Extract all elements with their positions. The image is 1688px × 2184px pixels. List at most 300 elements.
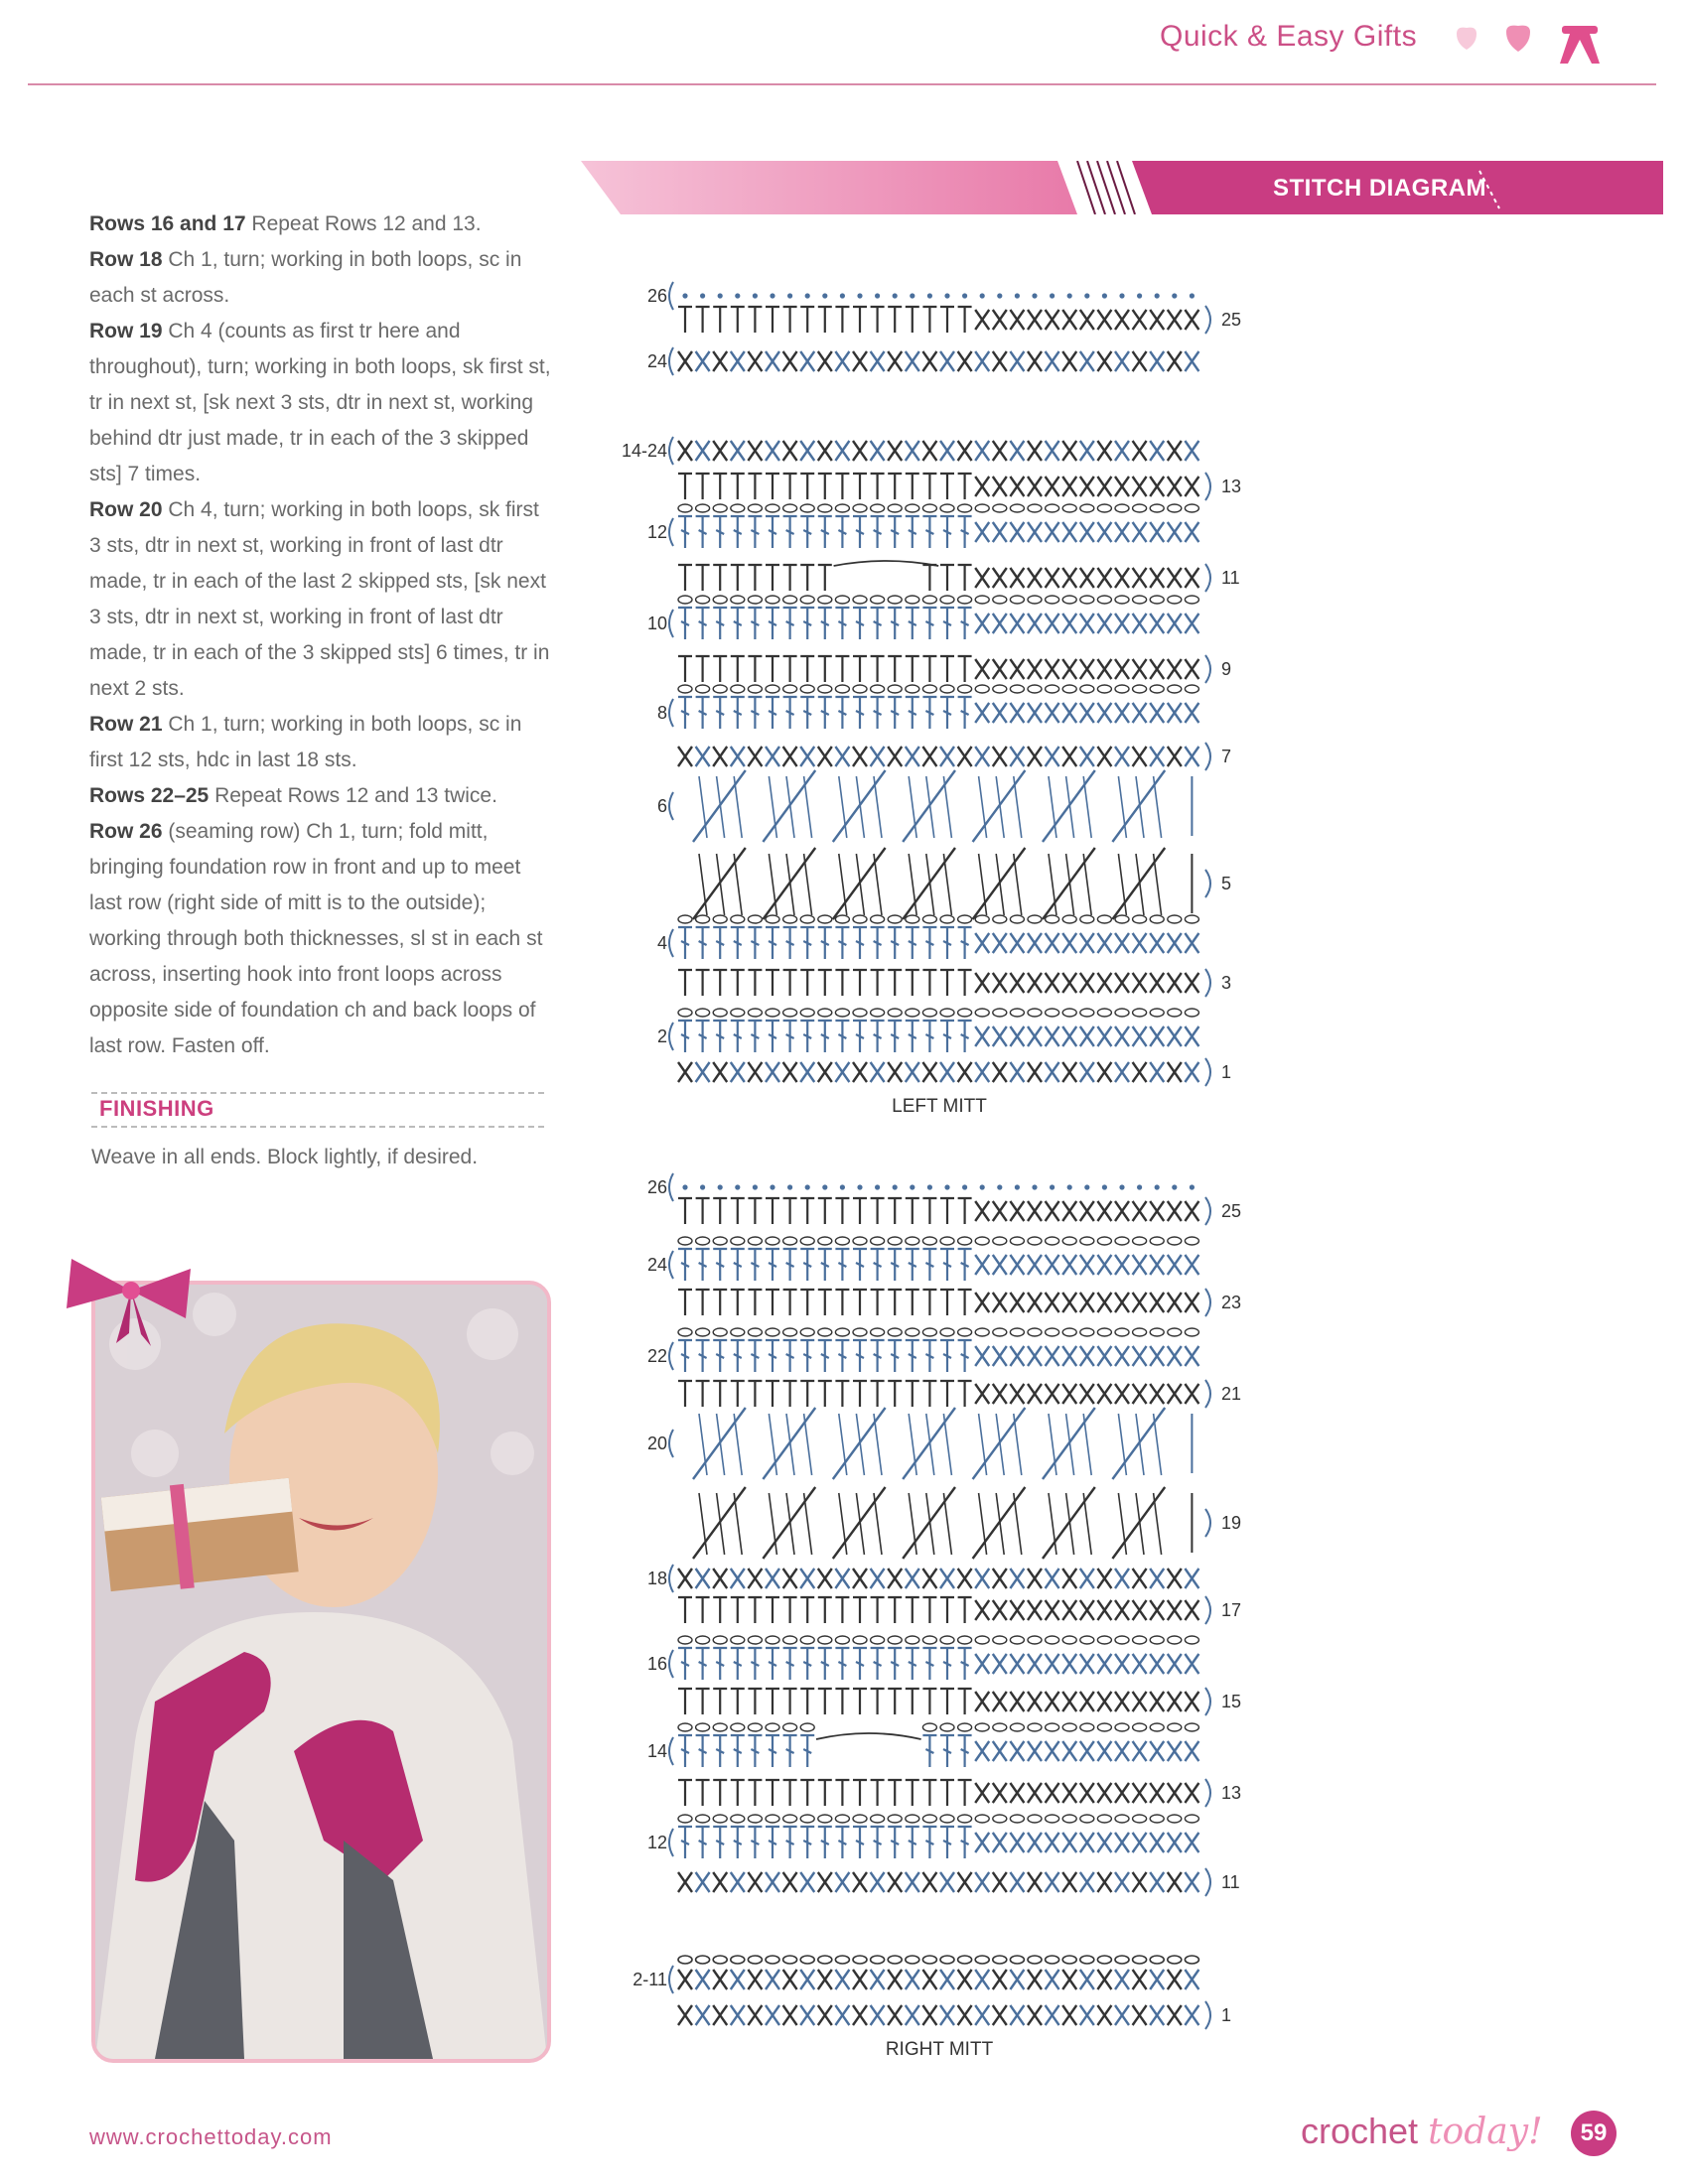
- tr-stitch: [835, 1021, 849, 1052]
- instruction-row: [89, 492, 556, 707]
- chain-stitch: [1010, 915, 1024, 923]
- bow-icon: [1560, 26, 1600, 64]
- sc-stitch: [1185, 1346, 1198, 1366]
- sc-stitch: [818, 351, 832, 371]
- sc-stitch: [1168, 1741, 1182, 1761]
- sc-stitch: [1133, 568, 1147, 588]
- chain-stitch: [748, 1237, 762, 1245]
- sc-stitch: [1046, 1833, 1059, 1852]
- sc-stitch: [1028, 703, 1042, 723]
- hdc-stitch: [922, 1597, 936, 1623]
- row-number-left: 16: [646, 1654, 667, 1674]
- chain-stitch: [1150, 1009, 1164, 1017]
- tr-stitch: [783, 1827, 797, 1858]
- chain-stitch: [1080, 1328, 1094, 1336]
- hdc-stitch: [835, 1689, 849, 1714]
- footer-url[interactable]: www.crochettoday.com: [89, 2124, 333, 2149]
- model-photo: [91, 1281, 551, 2063]
- sc-stitch: [713, 747, 727, 766]
- chain-stitch: [678, 1009, 692, 1017]
- row-number-left: 24: [646, 1255, 667, 1275]
- hdc-stitch: [696, 1198, 710, 1224]
- sc-stitch: [1185, 1026, 1198, 1046]
- hdc-stitch: [766, 474, 779, 499]
- tr-stitch: [958, 1735, 972, 1767]
- tr-stitch: [906, 697, 919, 729]
- turning-chain: [1205, 743, 1210, 770]
- chain-stitch: [958, 1237, 972, 1245]
- tr-stitch: [748, 1735, 762, 1767]
- chain-stitch: [975, 1237, 989, 1245]
- tr-stitch: [888, 1249, 902, 1281]
- hdc-stitch: [940, 565, 954, 591]
- sc-stitch: [940, 2005, 954, 2025]
- tr-cable-stitch: [1154, 776, 1162, 838]
- tr-stitch: [713, 697, 727, 729]
- chain-stitch: [958, 504, 972, 512]
- sc-stitch: [1097, 1692, 1111, 1711]
- chain-stitch: [835, 1009, 849, 1017]
- chain-stitch: [1080, 1815, 1094, 1823]
- tr-stitch: [922, 1021, 936, 1052]
- sc-stitch: [1097, 1255, 1111, 1275]
- sc-stitch: [1185, 441, 1198, 461]
- sc-stitch: [1028, 1970, 1042, 1989]
- slip-stitch: [770, 293, 774, 298]
- hdc-stitch: [906, 1597, 919, 1623]
- slip-stitch: [980, 1184, 985, 1189]
- sc-stitch: [1062, 441, 1076, 461]
- sc-stitch: [993, 568, 1007, 588]
- slip-stitch: [1137, 293, 1142, 298]
- tr-stitch: [853, 608, 867, 639]
- sc-stitch: [1097, 1026, 1111, 1046]
- sc-stitch: [1046, 2005, 1059, 2025]
- chain-stitch: [1046, 1723, 1059, 1731]
- hdc-stitch: [800, 1381, 814, 1407]
- chain-stitch: [1115, 1237, 1129, 1245]
- sc-stitch: [835, 1970, 849, 1989]
- tr-stitch: [731, 1021, 745, 1052]
- sc-stitch: [1062, 1026, 1076, 1046]
- sc-stitch: [1028, 1255, 1042, 1275]
- slip-stitch: [893, 293, 898, 298]
- hdc-stitch: [888, 1381, 902, 1407]
- sc-stitch: [1010, 659, 1024, 679]
- chain-stitch: [888, 1328, 902, 1336]
- chain-stitch: [1185, 1237, 1198, 1245]
- tr-stitch: [678, 927, 692, 959]
- sc-stitch: [993, 1201, 1007, 1221]
- sc-stitch: [1168, 1062, 1182, 1082]
- tr-stitch: [678, 1340, 692, 1372]
- running-header: Quick & Easy Gifts: [1160, 20, 1418, 53]
- tr-stitch: [748, 608, 762, 639]
- slip-stitch: [1084, 293, 1089, 298]
- tr-stitch: [871, 927, 885, 959]
- chain-loop: [834, 561, 939, 566]
- chain-stitch: [800, 685, 814, 693]
- chain-stitch: [1046, 685, 1059, 693]
- sc-stitch: [871, 1872, 885, 1892]
- sc-stitch: [975, 1600, 989, 1620]
- chain-stitch: [1133, 1636, 1147, 1644]
- chain-stitch: [940, 1237, 954, 1245]
- sc-stitch: [871, 1569, 885, 1588]
- sc-stitch: [1185, 1062, 1198, 1082]
- chain-stitch: [1097, 596, 1111, 604]
- chain-stitch: [1010, 1723, 1024, 1731]
- sc-stitch: [1010, 1384, 1024, 1404]
- chain-stitch: [1185, 504, 1198, 512]
- chain-stitch: [1046, 596, 1059, 604]
- sc-stitch: [1028, 1872, 1042, 1892]
- sc-stitch: [1150, 522, 1164, 542]
- sc-stitch: [1010, 2005, 1024, 2025]
- sc-stitch: [975, 1741, 989, 1761]
- chain-stitch: [748, 1723, 762, 1731]
- chain-stitch: [958, 1956, 972, 1964]
- chain-stitch: [940, 1328, 954, 1336]
- row-number-left: 4: [656, 933, 667, 953]
- sc-stitch: [853, 747, 867, 766]
- slip-stitch: [857, 293, 862, 298]
- chain-stitch: [1185, 1723, 1198, 1731]
- sc-stitch: [1133, 310, 1147, 330]
- tr-cable-stitch: [874, 854, 882, 915]
- row-number-left: 26: [646, 286, 667, 306]
- sc-stitch: [678, 747, 692, 766]
- chain-stitch: [922, 1328, 936, 1336]
- hdc-stitch: [696, 656, 710, 682]
- sc-stitch: [1010, 1569, 1024, 1588]
- sc-stitch: [940, 1872, 954, 1892]
- sc-stitch: [993, 1833, 1007, 1852]
- sc-stitch: [696, 1970, 710, 1989]
- instruction-row-label: Row 20: [89, 498, 163, 521]
- chain-stitch: [783, 1723, 797, 1731]
- slip-stitch: [822, 1184, 827, 1189]
- tr-stitch: [678, 1827, 692, 1858]
- sc-stitch: [1150, 310, 1164, 330]
- sc-stitch: [1062, 1293, 1076, 1312]
- chain-stitch: [922, 1636, 936, 1644]
- hdc-stitch: [906, 1689, 919, 1714]
- chain-stitch: [696, 1636, 710, 1644]
- sc-stitch: [958, 351, 972, 371]
- sc-stitch: [1133, 1741, 1147, 1761]
- chain-stitch: [1115, 1815, 1129, 1823]
- tr-cable-stitch: [804, 1493, 812, 1555]
- chain-stitch: [1150, 1723, 1164, 1731]
- sc-stitch: [1010, 351, 1024, 371]
- slip-stitch: [700, 1184, 705, 1189]
- chain-stitch: [888, 596, 902, 604]
- slip-stitch: [718, 293, 723, 298]
- hdc-stitch: [853, 1198, 867, 1224]
- slip-stitch: [857, 1184, 862, 1189]
- sc-stitch: [1062, 1201, 1076, 1221]
- row-number-right: 9: [1221, 659, 1232, 679]
- tr-cable-stitch: [1083, 1493, 1091, 1555]
- sc-stitch: [1168, 1692, 1182, 1711]
- sc-stitch: [1115, 522, 1129, 542]
- tr-stitch: [835, 927, 849, 959]
- sc-stitch: [1185, 1741, 1198, 1761]
- chain-stitch: [1062, 1328, 1076, 1336]
- sc-stitch: [1168, 351, 1182, 371]
- logo-script: today!: [1428, 2112, 1543, 2152]
- hdc-stitch: [800, 565, 814, 591]
- diagram-caption: LEFT MITT: [892, 1096, 987, 1117]
- sc-stitch: [1133, 703, 1147, 723]
- sc-stitch: [1028, 659, 1042, 679]
- sc-stitch: [906, 747, 919, 766]
- slip-stitch: [1067, 293, 1072, 298]
- tr-stitch: [835, 1249, 849, 1281]
- sc-stitch: [975, 1833, 989, 1852]
- chain-stitch: [1115, 504, 1129, 512]
- sc-stitch: [1062, 2005, 1076, 2025]
- chain-stitch: [993, 1815, 1007, 1823]
- tr-stitch: [888, 516, 902, 548]
- hdc-stitch: [783, 1198, 797, 1224]
- hdc-stitch: [871, 474, 885, 499]
- hdc-stitch: [835, 474, 849, 499]
- row-number-left: 2: [656, 1026, 667, 1046]
- sc-stitch: [748, 1062, 762, 1082]
- sc-stitch: [1115, 747, 1129, 766]
- tr-stitch: [748, 1648, 762, 1680]
- sc-stitch: [1080, 310, 1094, 330]
- tr-stitch: [731, 1340, 745, 1372]
- tr-stitch: [731, 927, 745, 959]
- tr-stitch: [940, 1021, 954, 1052]
- hdc-stitch: [888, 1290, 902, 1315]
- sc-stitch: [853, 1970, 867, 1989]
- sc-stitch: [1097, 1970, 1111, 1989]
- hdc-stitch: [835, 1290, 849, 1315]
- sc-stitch: [1097, 1346, 1111, 1366]
- sc-stitch: [1150, 1255, 1164, 1275]
- sc-stitch: [1062, 1569, 1076, 1588]
- tr-stitch: [958, 516, 972, 548]
- tr-stitch: [748, 516, 762, 548]
- instruction-row-text: Repeat Rows 12 and 13.: [245, 212, 482, 235]
- sc-stitch: [1046, 973, 1059, 993]
- slip-stitch: [700, 293, 705, 298]
- sc-stitch: [1133, 441, 1147, 461]
- sc-stitch: [1168, 522, 1182, 542]
- chain-stitch: [853, 1328, 867, 1336]
- sc-stitch: [993, 1384, 1007, 1404]
- sc-stitch: [853, 1569, 867, 1588]
- row-number-left: 14-24: [621, 441, 667, 461]
- chain-stitch: [1062, 1636, 1076, 1644]
- chain-stitch: [818, 1328, 832, 1336]
- sc-stitch: [871, 2005, 885, 2025]
- hdc-stitch: [818, 565, 832, 591]
- row-number-right: 1: [1221, 2005, 1232, 2025]
- chain-stitch: [1168, 1328, 1182, 1336]
- sc-stitch: [818, 1970, 832, 1989]
- sc-stitch: [1168, 1346, 1182, 1366]
- turning-chain: [669, 282, 673, 310]
- tr-stitch: [783, 1735, 797, 1767]
- slip-stitch: [1102, 1184, 1107, 1189]
- sc-stitch: [1133, 1201, 1147, 1221]
- sc-stitch: [1185, 1569, 1198, 1588]
- sc-stitch: [1010, 1346, 1024, 1366]
- sc-stitch: [1097, 1201, 1111, 1221]
- chain-stitch: [1133, 915, 1147, 923]
- sc-stitch: [1010, 933, 1024, 953]
- tr-stitch: [731, 516, 745, 548]
- chain-stitch: [713, 1237, 727, 1245]
- sc-stitch: [1097, 1741, 1111, 1761]
- row-number-right: 1: [1221, 1062, 1232, 1082]
- hdc-stitch: [818, 970, 832, 996]
- chain-stitch: [713, 1328, 727, 1336]
- sc-stitch: [1080, 1872, 1094, 1892]
- hdc-stitch: [818, 656, 832, 682]
- tr-stitch: [731, 697, 745, 729]
- tr-cable-stitch: [1154, 1493, 1162, 1555]
- sc-stitch: [1097, 1384, 1111, 1404]
- sc-stitch: [1133, 2005, 1147, 2025]
- sc-stitch: [835, 1569, 849, 1588]
- sc-stitch: [1097, 973, 1111, 993]
- sc-stitch: [993, 1741, 1007, 1761]
- tr-stitch: [783, 927, 797, 959]
- sc-stitch: [1028, 1062, 1042, 1082]
- sc-stitch: [993, 659, 1007, 679]
- hdc-stitch: [922, 1689, 936, 1714]
- chain-stitch: [975, 915, 989, 923]
- sc-stitch: [888, 747, 902, 766]
- sc-stitch: [1028, 1833, 1042, 1852]
- hdc-stitch: [800, 970, 814, 996]
- sc-stitch: [1080, 1741, 1094, 1761]
- sc-stitch: [1150, 477, 1164, 496]
- chain-stitch: [766, 1009, 779, 1017]
- hdc-stitch: [731, 565, 745, 591]
- chain-stitch: [958, 685, 972, 693]
- sc-stitch: [731, 1062, 745, 1082]
- sc-stitch: [1185, 1293, 1198, 1312]
- chain-stitch: [888, 1815, 902, 1823]
- chain-stitch: [783, 1328, 797, 1336]
- chain-stitch: [783, 1237, 797, 1245]
- sc-stitch: [818, 1062, 832, 1082]
- hdc-stitch: [678, 1198, 692, 1224]
- sc-stitch: [940, 1569, 954, 1588]
- tr-stitch: [835, 608, 849, 639]
- tr-stitch: [696, 1021, 710, 1052]
- tr-stitch: [748, 1249, 762, 1281]
- sc-stitch: [1185, 973, 1198, 993]
- sc-stitch: [1046, 703, 1059, 723]
- sc-stitch: [922, 2005, 936, 2025]
- sc-stitch: [888, 1062, 902, 1082]
- chain-stitch: [993, 685, 1007, 693]
- turning-chain: [669, 1966, 673, 1993]
- sc-stitch: [975, 1255, 989, 1275]
- sc-stitch: [922, 1062, 936, 1082]
- sc-stitch: [1150, 1654, 1164, 1674]
- hdc-stitch: [766, 1290, 779, 1315]
- bow-decoration-icon: [62, 1239, 201, 1348]
- chain-stitch: [1028, 1636, 1042, 1644]
- chain-stitch: [940, 685, 954, 693]
- chain-stitch: [888, 1237, 902, 1245]
- sc-stitch: [766, 1970, 779, 1989]
- sc-stitch: [800, 2005, 814, 2025]
- hdc-stitch: [800, 307, 814, 333]
- tr-stitch: [766, 1827, 779, 1858]
- chain-stitch: [1115, 915, 1129, 923]
- row-number-right: 11: [1221, 1872, 1240, 1892]
- hdc-stitch: [748, 565, 762, 591]
- sc-stitch: [748, 1872, 762, 1892]
- tr-stitch: [871, 697, 885, 729]
- sc-stitch: [906, 441, 919, 461]
- chain-stitch: [1115, 1723, 1129, 1731]
- slip-stitch: [910, 1184, 914, 1189]
- tr-cable-stitch: [1083, 776, 1091, 838]
- sc-stitch: [1115, 1833, 1129, 1852]
- chain-stitch: [1168, 1237, 1182, 1245]
- tr-stitch: [871, 608, 885, 639]
- sc-stitch: [766, 1872, 779, 1892]
- sc-stitch: [1185, 659, 1198, 679]
- chain-stitch: [748, 1815, 762, 1823]
- sc-stitch: [1150, 1201, 1164, 1221]
- sc-stitch: [1185, 1833, 1198, 1852]
- chain-stitch: [696, 1009, 710, 1017]
- sc-stitch: [1010, 1654, 1024, 1674]
- turning-chain: [1205, 1509, 1210, 1537]
- tr-stitch: [922, 608, 936, 639]
- sc-stitch: [1046, 1872, 1059, 1892]
- hdc-stitch: [922, 1381, 936, 1407]
- sc-stitch: [993, 477, 1007, 496]
- sc-stitch: [1062, 1783, 1076, 1803]
- hdc-stitch: [906, 474, 919, 499]
- sc-stitch: [853, 351, 867, 371]
- chain-stitch: [1062, 504, 1076, 512]
- sc-stitch: [1062, 659, 1076, 679]
- sc-stitch: [766, 2005, 779, 2025]
- chain-stitch: [1185, 915, 1198, 923]
- chain-stitch: [713, 685, 727, 693]
- sc-stitch: [1046, 1970, 1059, 1989]
- chain-stitch: [958, 915, 972, 923]
- sc-stitch: [713, 1872, 727, 1892]
- sc-stitch: [975, 1201, 989, 1221]
- sc-stitch: [993, 703, 1007, 723]
- finishing-heading: FINISHING: [99, 1096, 214, 1121]
- row-number-right: 25: [1221, 310, 1242, 330]
- chain-stitch: [958, 1009, 972, 1017]
- sc-stitch: [1150, 568, 1164, 588]
- chain-stitch: [871, 596, 885, 604]
- hdc-stitch: [958, 1780, 972, 1806]
- sc-stitch: [871, 1062, 885, 1082]
- sc-stitch: [871, 747, 885, 766]
- sc-stitch: [1028, 351, 1042, 371]
- slip-stitch: [997, 1184, 1002, 1189]
